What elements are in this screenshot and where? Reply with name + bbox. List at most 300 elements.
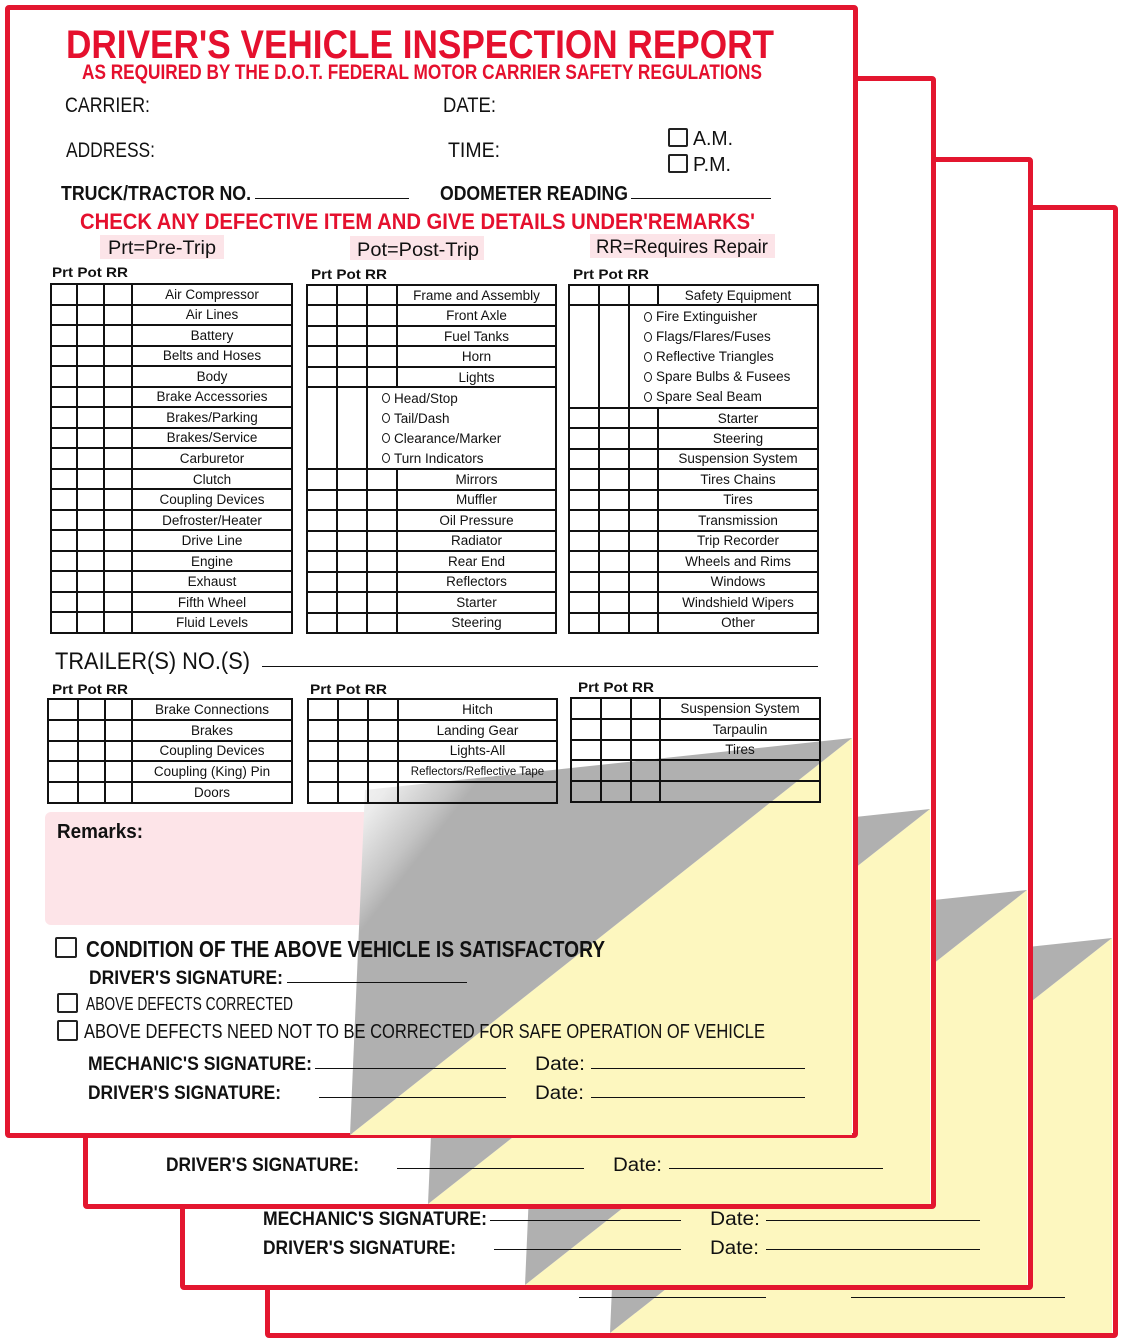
sub-item[interactable] — [644, 329, 771, 344]
column-header — [310, 680, 387, 698]
inspection-item-label: Oil Pressure — [398, 511, 557, 531]
pot-checkbox[interactable] — [339, 721, 369, 742]
column-header — [578, 678, 654, 696]
rr-checkbox[interactable] — [368, 286, 398, 306]
prt-checkbox[interactable] — [308, 306, 338, 326]
prt-checkbox[interactable] — [308, 614, 338, 634]
prt-checkbox[interactable] — [570, 286, 600, 306]
pot-checkbox[interactable] — [600, 409, 630, 429]
rr-checkbox[interactable] — [105, 531, 133, 552]
trailer-inspection-table-2 — [307, 698, 558, 804]
mechanic-date-field[interactable] — [766, 1220, 980, 1221]
prt-checkbox[interactable] — [570, 614, 600, 634]
prt-checkbox[interactable] — [308, 593, 338, 613]
inspection-item-label: Fifth Wheel — [133, 593, 293, 614]
rr-checkbox[interactable] — [106, 721, 133, 742]
rr-checkbox[interactable] — [369, 742, 399, 763]
time-field[interactable] — [505, 135, 660, 161]
pot-checkbox[interactable] — [78, 429, 105, 450]
prt-checkbox[interactable] — [572, 699, 602, 720]
trailer-inspection-table-1 — [47, 698, 293, 804]
inspection-item-label: Rear End — [398, 552, 557, 572]
prt-checkbox[interactable] — [570, 511, 600, 531]
rr-checkbox[interactable] — [632, 782, 661, 803]
pot-checkbox[interactable] — [600, 532, 630, 552]
pot-checkbox[interactable] — [338, 347, 368, 367]
condition-satisfactory-checkbox[interactable] — [55, 937, 77, 958]
mechanic-signature-field[interactable] — [490, 1220, 681, 1221]
prt-checkbox[interactable] — [49, 762, 79, 783]
pot-checkbox[interactable] — [338, 593, 368, 613]
prt-checkbox[interactable] — [308, 552, 338, 572]
rr-checkbox[interactable] — [630, 286, 659, 306]
pot-checkbox[interactable] — [338, 491, 368, 511]
prt-checkbox[interactable] — [570, 532, 600, 552]
svg-text:Date:: Date: — [710, 1209, 760, 1230]
pot-checkbox[interactable] — [78, 572, 105, 593]
pot-checkbox[interactable] — [78, 613, 105, 634]
sub-item-label: Reflective Triangles — [656, 349, 774, 365]
prt-checkbox[interactable] — [570, 491, 600, 511]
driver-signature-label-2 — [88, 1080, 281, 1104]
prt-checkbox[interactable] — [570, 593, 600, 613]
inspection-item-label: Brakes/Parking — [133, 408, 293, 429]
prt-checkbox[interactable] — [49, 700, 79, 721]
inspection-item-label: Coupling Devices — [133, 490, 293, 511]
prt-checkbox[interactable] — [308, 573, 338, 593]
defects-corrected-checkbox[interactable] — [57, 993, 78, 1013]
prt-checkbox[interactable] — [572, 720, 602, 741]
prt-checkbox[interactable] — [572, 741, 602, 762]
circle-bullet-icon[interactable] — [644, 372, 652, 382]
column-header — [311, 265, 387, 283]
rr-checkbox[interactable] — [105, 306, 133, 327]
pot-checkbox[interactable] — [338, 552, 368, 572]
svg-text:DATE:: DATE: — [443, 94, 496, 117]
rr-checkbox[interactable] — [368, 614, 398, 634]
sub-item-label: Spare Bulbs & Fusees — [656, 369, 791, 385]
pot-checkbox[interactable] — [338, 614, 368, 634]
rr-checkbox[interactable] — [630, 511, 659, 531]
pot-checkbox[interactable] — [338, 306, 368, 326]
svg-text:Prt Pot RR: Prt Pot RR — [52, 264, 128, 280]
svg-text:Prt=Pre-Trip: Prt=Pre-Trip — [108, 238, 216, 259]
inspection-item-label: Reflectors/Reflective Tape — [399, 762, 558, 783]
pot-checkbox[interactable] — [78, 408, 105, 429]
rr-checkbox[interactable] — [368, 470, 398, 490]
svg-text:DRIVER'S VEHICLE INSPECTION RE: DRIVER'S VEHICLE INSPECTION REPORT — [66, 23, 774, 67]
pot-checkbox[interactable] — [600, 511, 630, 531]
pot-checkbox[interactable] — [339, 700, 369, 721]
prt-checkbox[interactable] — [308, 491, 338, 511]
inspection-item-label: Brake Connections — [133, 700, 293, 721]
am-checkbox[interactable] — [668, 128, 688, 147]
inspection-item-label: Belts and Hoses — [133, 347, 293, 368]
pot-checkbox[interactable] — [600, 306, 630, 408]
pm-checkbox[interactable] — [668, 154, 688, 173]
driver-signature-field-2[interactable] — [319, 1097, 506, 1098]
prt-checkbox[interactable] — [570, 306, 600, 408]
svg-text:Date:: Date: — [535, 1054, 585, 1075]
pot-checkbox[interactable] — [78, 552, 105, 573]
driver-date-field[interactable] — [766, 1249, 980, 1250]
sub-item[interactable] — [382, 391, 458, 406]
rr-checkbox[interactable] — [105, 572, 133, 593]
rr-checkbox[interactable] — [368, 511, 398, 531]
rr-checkbox[interactable] — [369, 721, 399, 742]
rr-checkbox[interactable] — [106, 742, 133, 763]
pot-checkbox[interactable] — [600, 593, 630, 613]
inspection-item-label: Steering — [398, 614, 557, 634]
rr-checkbox[interactable] — [105, 470, 133, 491]
pot-checkbox[interactable] — [79, 700, 106, 721]
pot-checkbox[interactable] — [338, 532, 368, 552]
rr-checkbox[interactable] — [630, 450, 659, 470]
driver-date-field[interactable] — [669, 1168, 883, 1169]
inspection-item-label: Coupling (King) Pin — [133, 762, 293, 783]
rr-checkbox[interactable] — [105, 408, 133, 429]
sub-item[interactable] — [644, 389, 762, 404]
mechanic-date-field[interactable] — [591, 1068, 805, 1069]
pot-checkbox[interactable] — [602, 720, 632, 741]
sub-item[interactable] — [644, 309, 757, 324]
driver-signature-field[interactable] — [579, 1297, 766, 1298]
rr-checkbox[interactable] — [632, 720, 661, 741]
driver-signature-label — [263, 1238, 456, 1259]
prt-checkbox[interactable] — [570, 409, 600, 429]
circle-bullet-icon[interactable] — [644, 392, 652, 402]
mechanic-signature-label — [88, 1051, 312, 1075]
inspection-item-label: Body — [133, 367, 293, 388]
prt-checkbox[interactable] — [52, 388, 78, 409]
rr-checkbox[interactable] — [632, 761, 661, 782]
circle-bullet-icon[interactable] — [644, 312, 652, 322]
pot-checkbox[interactable] — [338, 388, 368, 470]
circle-bullet-icon[interactable] — [382, 433, 390, 443]
driver-signature-label — [166, 1155, 359, 1176]
inspection-item-label: Tires — [661, 741, 821, 762]
pot-checkbox[interactable] — [600, 573, 630, 593]
driver-date-label — [613, 1155, 662, 1176]
prt-checkbox[interactable] — [52, 552, 78, 573]
sub-item-label: Fire Extinguisher — [656, 309, 758, 324]
sub-item[interactable] — [382, 431, 501, 446]
inspection-item-label: Muffler — [398, 491, 557, 511]
svg-text:Prt Pot RR: Prt Pot RR — [52, 681, 128, 697]
inspection-item-label: Tires Chains — [659, 470, 819, 490]
prt-checkbox[interactable] — [52, 347, 78, 368]
sub-item-label: Spare Seal Beam — [656, 389, 762, 405]
driver-date-field[interactable] — [851, 1297, 1065, 1298]
rr-checkbox[interactable] — [105, 490, 133, 511]
rr-checkbox[interactable] — [369, 783, 399, 804]
rr-checkbox[interactable] — [105, 326, 133, 347]
truck-tractor-field[interactable] — [255, 198, 409, 199]
prt-checkbox[interactable] — [308, 470, 338, 490]
inspection-item-label: Windows — [659, 573, 819, 593]
driver-signature-field[interactable] — [287, 982, 467, 983]
am-label — [693, 124, 733, 148]
prt-checkbox[interactable] — [308, 327, 338, 347]
prt-checkbox[interactable] — [308, 347, 338, 367]
column-header — [52, 680, 128, 698]
pot-checkbox[interactable] — [338, 327, 368, 347]
pot-checkbox[interactable] — [79, 783, 106, 804]
rr-checkbox[interactable] — [369, 700, 399, 721]
rr-checkbox[interactable] — [630, 593, 659, 613]
prt-checkbox[interactable] — [309, 762, 339, 783]
inspection-item-label: Brakes — [133, 721, 293, 742]
sub-item-label: Clearance/Marker — [394, 430, 502, 446]
pot-checkbox[interactable] — [78, 367, 105, 388]
sub-item-label: Head/Stop — [394, 390, 458, 406]
pot-checkbox[interactable] — [339, 742, 369, 763]
pot-checkbox[interactable] — [78, 306, 105, 327]
pot-checkbox[interactable] — [78, 285, 105, 306]
carrier-field[interactable] — [155, 90, 435, 116]
defects-not-needed-checkbox[interactable] — [57, 1020, 78, 1041]
prt-checkbox[interactable] — [570, 552, 600, 572]
prt-checkbox[interactable] — [52, 408, 78, 429]
rr-checkbox[interactable] — [368, 327, 398, 347]
pot-checkbox[interactable] — [602, 699, 632, 720]
driver-signature-field[interactable] — [494, 1249, 681, 1250]
pot-checkbox[interactable] — [78, 531, 105, 552]
rr-checkbox[interactable] — [630, 491, 659, 511]
pot-checkbox[interactable] — [602, 741, 632, 762]
pot-checkbox[interactable] — [602, 761, 632, 782]
rr-checkbox[interactable] — [368, 306, 398, 326]
pot-checkbox[interactable] — [78, 470, 105, 491]
prt-checkbox[interactable] — [572, 761, 602, 782]
mechanic-signature-field[interactable] — [315, 1068, 506, 1069]
prt-checkbox[interactable] — [308, 532, 338, 552]
sub-item[interactable] — [382, 451, 484, 466]
pot-checkbox[interactable] — [338, 511, 368, 531]
inspection-item-label: Drive Line — [133, 531, 293, 552]
sub-item-group — [630, 306, 819, 408]
rr-checkbox[interactable] — [368, 491, 398, 511]
rr-checkbox[interactable] — [105, 552, 133, 573]
prt-checkbox[interactable] — [309, 721, 339, 742]
pot-checkbox[interactable] — [78, 347, 105, 368]
rr-checkbox[interactable] — [105, 388, 133, 409]
prt-checkbox[interactable] — [52, 531, 78, 552]
svg-text:TRUCK/TRACTOR NO.: TRUCK/TRACTOR NO. — [61, 183, 251, 205]
inspection-item-label: Battery — [133, 326, 293, 347]
rr-checkbox[interactable] — [105, 347, 133, 368]
pot-checkbox[interactable] — [78, 490, 105, 511]
rr-checkbox[interactable] — [368, 347, 398, 367]
sub-item[interactable] — [382, 411, 450, 426]
prt-checkbox[interactable] — [52, 593, 78, 614]
prt-checkbox[interactable] — [49, 721, 79, 742]
pot-checkbox[interactable] — [338, 368, 368, 388]
svg-text:RR=Requires Repair: RR=Requires Repair — [596, 237, 769, 258]
circle-bullet-icon[interactable] — [644, 332, 652, 342]
trailer-inspection-table-3 — [570, 697, 821, 803]
rr-checkbox[interactable] — [368, 573, 398, 593]
prt-checkbox[interactable] — [52, 326, 78, 347]
prt-checkbox[interactable] — [308, 286, 338, 306]
mechanic-date-label — [710, 1209, 760, 1230]
inspection-item-label: Frame and Assembly — [398, 286, 557, 306]
pot-checkbox[interactable] — [338, 286, 368, 306]
svg-text:ODOMETER READING: ODOMETER READING — [440, 183, 628, 205]
pot-checkbox[interactable] — [78, 511, 105, 532]
pot-checkbox[interactable] — [600, 286, 630, 306]
svg-text:Date:: Date: — [535, 1083, 584, 1104]
inspection-item-label: Air Compressor — [133, 285, 293, 306]
prt-checkbox[interactable] — [570, 429, 600, 449]
defects-corrected-label — [86, 992, 293, 1014]
rr-checkbox[interactable] — [105, 367, 133, 388]
circle-bullet-icon[interactable] — [644, 352, 652, 362]
rr-checkbox[interactable] — [106, 783, 133, 804]
prt-checkbox[interactable] — [52, 572, 78, 593]
svg-text:TRAILER(S) NO.(S): TRAILER(S) NO.(S) — [55, 648, 250, 675]
rr-checkbox[interactable] — [105, 429, 133, 450]
pot-checkbox[interactable] — [600, 491, 630, 511]
pot-checkbox[interactable] — [79, 721, 106, 742]
prt-checkbox[interactable] — [52, 613, 78, 634]
pot-checkbox[interactable] — [600, 552, 630, 572]
pot-checkbox[interactable] — [78, 388, 105, 409]
inspection-item-label: Horn — [398, 347, 557, 367]
svg-text:P.M.: P.M. — [693, 154, 731, 176]
inspection-item-label: Starter — [659, 409, 819, 429]
pot-checkbox[interactable] — [78, 449, 105, 470]
driver-signature-label — [89, 965, 283, 989]
driver-date-field[interactable] — [591, 1097, 805, 1098]
prt-checkbox[interactable] — [570, 573, 600, 593]
prt-checkbox[interactable] — [52, 449, 78, 470]
inspection-item-label: Exhaust — [133, 572, 293, 593]
pot-checkbox[interactable] — [600, 470, 630, 490]
svg-text:AS REQUIRED BY THE D.O.T. FEDE: AS REQUIRED BY THE D.O.T. FEDERAL MOTOR CARRIER SAFETY REGULATIONS — [82, 61, 762, 84]
sub-item[interactable] — [644, 369, 790, 384]
pot-checkbox[interactable] — [339, 762, 369, 783]
svg-text:ADDRESS:: ADDRESS: — [66, 139, 155, 162]
pot-checkbox[interactable] — [338, 470, 368, 490]
driver-signature-field[interactable] — [397, 1168, 584, 1169]
rr-checkbox[interactable] — [630, 552, 659, 572]
address-field[interactable] — [160, 135, 440, 161]
trailer-number-field[interactable] — [262, 666, 818, 667]
driver-date-label — [710, 1238, 759, 1259]
pot-checkbox[interactable] — [600, 429, 630, 449]
truck-tractor-label — [61, 178, 251, 204]
prt-checkbox[interactable] — [309, 783, 339, 804]
prt-checkbox[interactable] — [52, 470, 78, 491]
prt-checkbox[interactable] — [570, 470, 600, 490]
inspection-item-label: Engine — [133, 552, 293, 573]
inspection-item-label: Transmission — [659, 511, 819, 531]
pot-checkbox[interactable] — [338, 573, 368, 593]
inspection-item-label: Mirrors — [398, 470, 557, 490]
svg-text:MECHANIC'S SIGNATURE:: MECHANIC'S SIGNATURE: — [88, 1054, 312, 1075]
carrier-label — [65, 90, 150, 116]
pot-checkbox[interactable] — [602, 782, 632, 803]
rr-checkbox[interactable] — [630, 470, 659, 490]
pot-checkbox[interactable] — [78, 326, 105, 347]
rr-checkbox[interactable] — [368, 593, 398, 613]
pot-checkbox[interactable] — [79, 742, 106, 763]
rr-checkbox[interactable] — [630, 429, 659, 449]
rr-checkbox[interactable] — [630, 573, 659, 593]
rr-checkbox[interactable] — [630, 532, 659, 552]
prt-checkbox[interactable] — [308, 511, 338, 531]
circle-bullet-icon[interactable] — [382, 393, 390, 403]
prt-checkbox[interactable] — [49, 783, 79, 804]
prt-checkbox[interactable] — [308, 388, 338, 470]
prt-checkbox[interactable] — [49, 742, 79, 763]
inspection-item-label — [399, 783, 558, 804]
rr-checkbox[interactable] — [369, 762, 399, 783]
rr-checkbox[interactable] — [105, 613, 133, 634]
prt-checkbox[interactable] — [570, 450, 600, 470]
rr-checkbox[interactable] — [105, 593, 133, 614]
sub-item[interactable] — [644, 349, 774, 364]
rr-checkbox[interactable] — [630, 409, 659, 429]
rr-checkbox[interactable] — [368, 368, 398, 388]
defects-not-needed-label — [84, 1018, 765, 1042]
date-field[interactable] — [500, 90, 800, 116]
inspection-item-label: Clutch — [133, 470, 293, 491]
prt-checkbox[interactable] — [309, 700, 339, 721]
rr-checkbox[interactable] — [106, 762, 133, 783]
rr-checkbox[interactable] — [106, 700, 133, 721]
prt-checkbox[interactable] — [52, 490, 78, 511]
pot-checkbox[interactable] — [79, 762, 106, 783]
driver-date-label — [535, 1080, 584, 1104]
legend-requires-repair-text — [596, 235, 768, 257]
pot-checkbox[interactable] — [339, 783, 369, 804]
rr-checkbox[interactable] — [368, 532, 398, 552]
svg-text:Date:: Date: — [710, 1238, 759, 1259]
time-label — [448, 135, 500, 161]
circle-bullet-icon[interactable] — [382, 453, 390, 463]
prt-checkbox[interactable] — [52, 367, 78, 388]
rr-checkbox[interactable] — [105, 449, 133, 470]
prt-checkbox[interactable] — [52, 306, 78, 327]
prt-checkbox[interactable] — [52, 285, 78, 306]
pot-checkbox[interactable] — [600, 614, 630, 634]
rr-checkbox[interactable] — [368, 552, 398, 572]
rr-checkbox[interactable] — [105, 511, 133, 532]
pm-label — [693, 150, 731, 174]
inspection-item-label: Starter — [398, 593, 557, 613]
rr-checkbox[interactable] — [630, 614, 659, 634]
prt-checkbox[interactable] — [309, 742, 339, 763]
svg-text:Prt Pot RR: Prt Pot RR — [573, 266, 649, 282]
rr-checkbox[interactable] — [632, 699, 661, 720]
prt-checkbox[interactable] — [572, 782, 602, 803]
rr-checkbox[interactable] — [632, 741, 661, 762]
odometer-field[interactable] — [631, 198, 771, 199]
inspection-item-label: Trip Recorder — [659, 532, 819, 552]
inspection-item-label: Safety Equipment — [659, 286, 819, 306]
prt-checkbox[interactable] — [52, 511, 78, 532]
rr-checkbox[interactable] — [105, 285, 133, 306]
prt-checkbox[interactable] — [52, 429, 78, 450]
inspection-item-label: Fluid Levels — [133, 613, 293, 634]
circle-bullet-icon[interactable] — [382, 413, 390, 423]
pot-checkbox[interactable] — [600, 450, 630, 470]
svg-text:Remarks:: Remarks: — [57, 821, 143, 843]
pot-checkbox[interactable] — [78, 593, 105, 614]
prt-checkbox[interactable] — [308, 368, 338, 388]
